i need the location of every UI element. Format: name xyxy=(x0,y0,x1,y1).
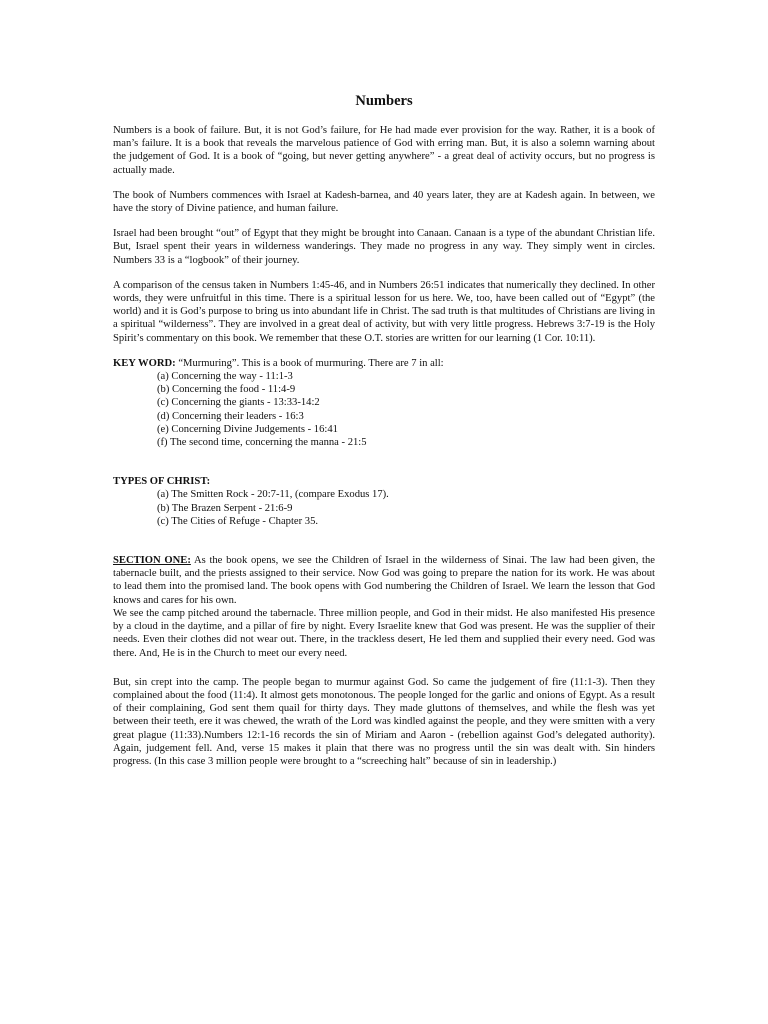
kadesh-paragraph: The book of Numbers commences with Israel at Kadesh-barnea, and 40 years later, they are at Kadesh again. In between, we have the story of Divine patience, and human failure. xyxy=(113,189,655,215)
section-one-label: SECTION ONE: xyxy=(113,555,191,567)
list-item: (d) Concerning their leaders - 16:3 xyxy=(157,410,304,422)
list-item: (b) The Brazen Serpent - 21:6-9 xyxy=(157,502,293,514)
key-word-line xyxy=(113,357,655,370)
list-item: (b) Concerning the food - 11:4-9 xyxy=(157,384,296,396)
list-item: (c) Concerning the giants - 13:33-14:2 xyxy=(157,397,320,409)
camp-paragraph: We see the camp pitched around the tabernacle. Three million people, and God in their midst. He also manifested His presence by a cloud in the daytime, and a pillar of fire by night. Every Israelite knew that God was present. He was the supplier of their needs. Even their clothes did not wear out. There, in the trackless desert, He led them and supplied their every need. God was there. And, He is in the Church to meet our every need. xyxy=(113,607,655,659)
egypt-canaan-paragraph: Israel had been brought “out” of Egypt that they might be brought into Canaan. Canaan is a type of the abundant Christian life. But, Israel spent their years in wilderness wanderings. They made no progress in any way. They simply went in circles. Numbers 33 is a “logbook” of their journey. xyxy=(113,228,655,266)
section-one-text: As the book opens, we see the Children of Israel in the wilderness of Sinai. The law had been given, the tabernacle built, and the priests assigned to their service. Now God was going to prepare the nation for its work. He was about to lead them into the promised land. The book opens with God numbering the Children of Israel. We learn the lesson that God knows and cares for his own. xyxy=(113,555,656,606)
page-title: Numbers xyxy=(355,93,413,109)
section-one-paragraph xyxy=(113,554,655,607)
census-paragraph: A comparison of the census taken in Numbers 1:45-46, and in Numbers 26:51 indicates that numerically they declined. In other words, they were unfruitful in this time. There is a spiritual lesson for us here. We, too, have been called out of “Egypt” (the world) and it is God’s purpose to bring us into abundant life in Christ. The sad truth is that multitudes of Christians are living in a spiritual “wilderness”. They are involved in a great deal of activity, but with very little progress. Hebrews 3:7-19 is the Holy Spirit’s commentary on this book. We remember that these O.T. stories are written for our learning (1 Cor. 10:11). xyxy=(113,279,655,344)
key-word-label: KEY WORD: xyxy=(113,357,176,369)
sin-paragraph: But, sin crept into the camp. The people began to murmur against God. So came the judgement of fire (11:1-3). Then they complained about the food (11:4). It almost gets monotonous. The people longed for the garlic and onions of Egypt. As a result of their complaining, God sent them quail for thirty days. They made gluttons of themselves, and while the flesh was yet between their teeth, ere it was chewed, the wrath of the Lord was kindled against the people, and they were smitten with a very great plague (11:33).Numbers 12:1-16 records the sin of Miriam and Aaron - (rebellion against God’s delegated authority). Again, judgement fell. And, verse 15 makes it plain that there was no progress until the sin was dealt with. Sin hinders progress. (In this case 3 million people were brought to a “screeching halt” because of sin in leadership.) xyxy=(113,676,655,767)
list-item: (a) The Smitten Rock - 20:7-11, (compare Exodus 17). xyxy=(157,489,389,501)
key-word-text: “Murmuring”. This is a book of murmuring. There are 7 in all: xyxy=(175,357,444,369)
list-item: (f) The second time, concerning the manna - 21:5 xyxy=(157,437,367,449)
list-item: (c) The Cities of Refuge - Chapter 35. xyxy=(157,515,319,527)
list-item: (e) Concerning Divine Judgements - 16:41 xyxy=(157,423,338,435)
types-of-christ-label: TYPES OF CHRIST: xyxy=(113,476,211,488)
murmuring-list xyxy=(113,370,655,449)
intro-paragraph: Numbers is a book of failure. But, it is not God’s failure, for He had made ever provision for the way. Rather, it is a book of man’s failure. It is a book that reveals the marvelous patience of God with erring man. But, it is also a solemn warning about the judgement of God. It is a book of “going, but never getting anywhere” - a great deal of activity occurs, but no progress is actually made. xyxy=(113,125,655,176)
types-of-christ-list xyxy=(113,488,655,528)
document-page xyxy=(113,92,655,780)
list-item: (a) Concerning the way - 11:1-3 xyxy=(157,371,293,383)
